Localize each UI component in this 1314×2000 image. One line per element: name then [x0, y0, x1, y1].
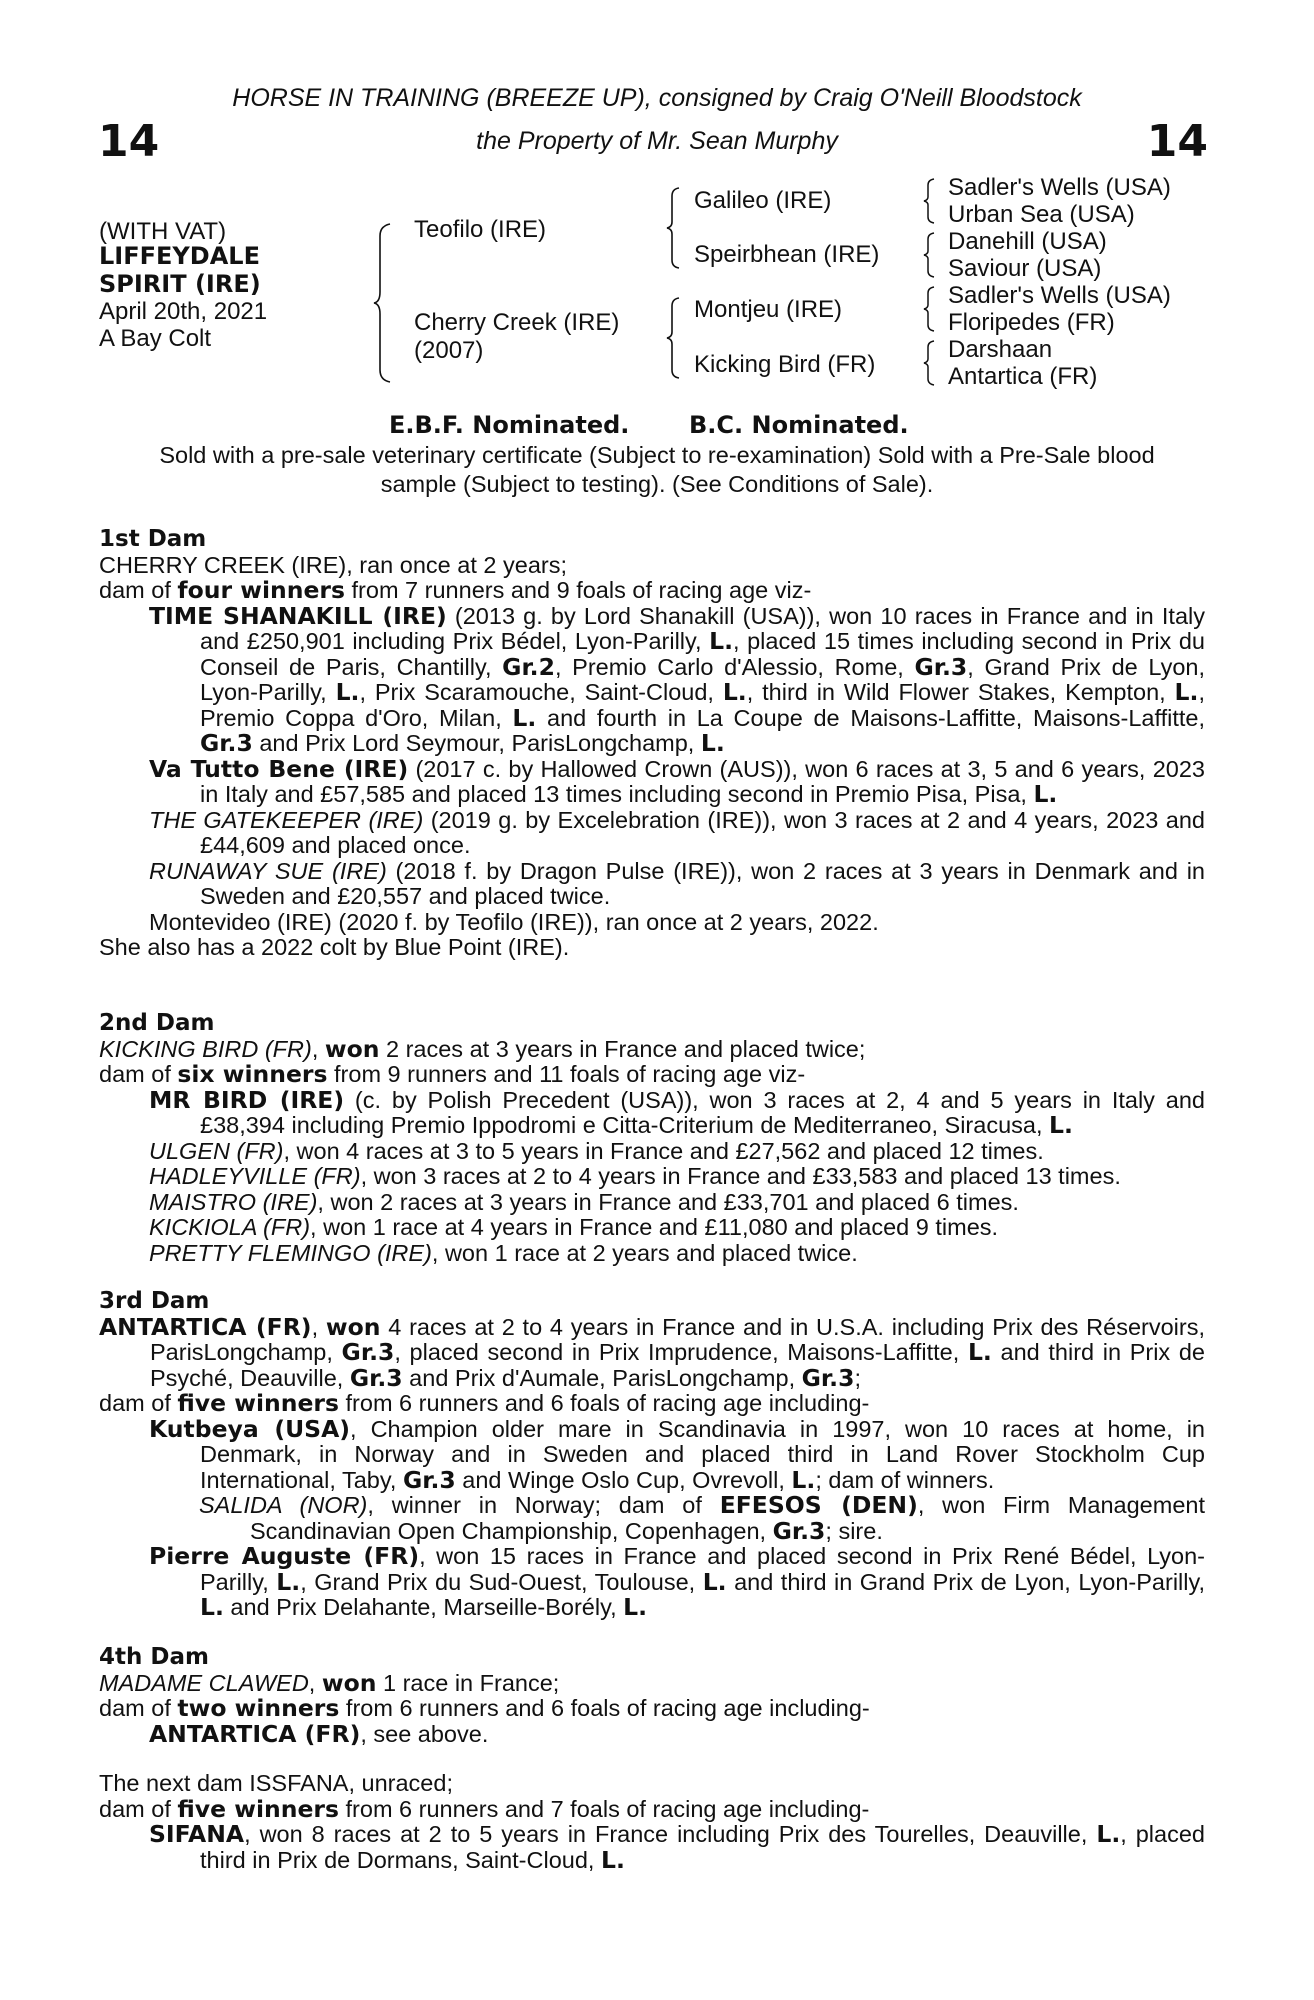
text-run: MR BIRD (IRE): [149, 1085, 345, 1114]
pedigree-gen3-7: Darshaan: [948, 336, 1053, 363]
text-run: ;: [854, 1364, 861, 1391]
pedigree-gen3-5: Sadler's Wells (USA): [948, 282, 1171, 309]
first-dam-record: CHERRY CREEK (IRE), ran once at 2 years;: [99, 551, 567, 578]
text-run: Gr.2: [502, 652, 555, 681]
text-run: Gr.3: [402, 1465, 456, 1494]
second-dam-record: [99, 1034, 1205, 1063]
text-run: 2 races at 3 years in France and placed twice;: [379, 1035, 866, 1062]
progeny-entry: [99, 1164, 1205, 1190]
ebf-nomination: E.B.F. Nominated.: [389, 411, 630, 439]
second-dam-section: [99, 1011, 1205, 1266]
text-run: and Prix Delahante, Marseille-Borély,: [223, 1594, 624, 1620]
text-run: PRETTY FLEMINGO (IRE): [149, 1239, 432, 1266]
text-run: L.: [700, 729, 725, 757]
text-run: Gr.3: [772, 1516, 826, 1545]
text-run: L.: [967, 1338, 992, 1366]
pedigree-gen3-6: Floripedes (FR): [948, 309, 1115, 336]
horse-name-line1: LIFFEYDALE: [99, 242, 260, 270]
third-dam-produce-summary: [99, 1391, 1205, 1417]
text-run: (2018 f. by Dragon Pulse (IRE)), won 2 races at 3 years in Denmark and in Sweden and £20,557 and placed twice.: [200, 857, 1205, 909]
text-run: , Grand Prix de Lyon, Lyon-Parilly,: [200, 653, 1206, 705]
text-run: , won 1 race at 2 years and placed twice.: [431, 1239, 858, 1266]
text-run: KICKING BIRD (FR): [99, 1035, 312, 1062]
text-run: dam of: [99, 1061, 178, 1087]
third-dam-record: [99, 1312, 1206, 1392]
text-run: TIME SHANAKILL (IRE): [149, 601, 447, 630]
text-run: and third in Grand Prix de Lyon, Lyon-Parilly,: [726, 1568, 1206, 1595]
text-run: , placed second in Prix Imprudence, Maisons-Laffitte,: [394, 1339, 968, 1365]
text-run: (2013 g. by Lord Shanakill (USA)), won 10 races in France and in Italy and £250,901 including Prix Bédel, Lyon-Parilly,: [200, 602, 1205, 654]
text-run: MADAME CLAWED: [99, 1669, 309, 1696]
catalogue-header-consignor: HORSE IN TRAINING (BREEZE UP), consigned by Craig O'Neill Bloodstock: [232, 84, 1082, 112]
progeny-entry: [99, 1190, 1205, 1216]
text-run: RUNAWAY SUE (IRE): [149, 857, 387, 884]
pedigree-dam-sire: Montjeu (IRE): [694, 296, 843, 323]
progeny-entry: [99, 754, 1205, 808]
progeny-entry: [99, 808, 1205, 859]
text-run: L.: [722, 678, 747, 706]
sale-note-line2: sample (Subject to testing). (See Conditions of Sale).: [380, 471, 934, 497]
text-run: and third in Prix de Psyché, Deauville,: [150, 1339, 1205, 1391]
text-run: ,: [311, 1035, 325, 1062]
text-run: L.: [512, 703, 537, 732]
text-run: won: [325, 1312, 381, 1341]
text-run: 1 race in France;: [376, 1669, 560, 1696]
text-run: 4 races at 2 to 4 years in France and in U.S.A. including Prix des Réservoirs, ParisLongchamp,: [150, 1313, 1206, 1365]
text-run: two winners: [177, 1694, 340, 1722]
pedigree-gen3-3: Danehill (USA): [948, 228, 1107, 255]
progeny-entry: Montevideo (IRE) (2020 f. by Teofilo (IRE)), ran once at 2 years, 2022.: [149, 908, 879, 935]
text-run: , see above.: [360, 1720, 489, 1747]
text-run: Gr.3: [200, 729, 253, 757]
text-run: ,: [311, 1313, 326, 1340]
pedigree-gen3-4: Saviour (USA): [948, 255, 1102, 282]
progeny-entry: [99, 1493, 1205, 1544]
text-run: L.: [623, 1593, 648, 1621]
text-run: L.: [1096, 1820, 1121, 1848]
progeny-entry: [99, 1414, 1205, 1494]
text-run: Gr.3: [801, 1363, 855, 1392]
pedigree-brace-gen3-1: [922, 177, 936, 225]
text-run: L.: [709, 627, 734, 655]
text-run: Gr.3: [349, 1363, 403, 1392]
text-run: dam of: [99, 1795, 178, 1822]
next-dam-section: [99, 1771, 1205, 1873]
progeny-entry: [99, 601, 1206, 757]
text-run: from 9 runners and 11 foals of racing age viz-: [327, 1061, 806, 1087]
text-run: L.: [276, 1567, 301, 1596]
text-run: Va Tutto Bene (IRE): [149, 754, 409, 783]
text-run: won: [324, 1034, 380, 1063]
text-run: MAISTRO (IRE): [149, 1188, 318, 1215]
second-dam-heading: 2nd Dam: [99, 1010, 215, 1036]
sale-note-line1: Sold with a pre-sale veterinary certificate (Subject to re-examination) Sold with a Pre-Sale blood: [159, 442, 1155, 468]
text-run: , won 8 races at 2 to 5 years in France including Prix des Tourelles, Deauville,: [244, 1821, 1097, 1847]
text-run: L.: [1033, 780, 1058, 808]
fourth-dam-produce-summary: [99, 1696, 1205, 1722]
pedigree-brace-gen3-2: [922, 231, 936, 279]
text-run: and Prix Lord Seymour, ParisLongchamp,: [252, 730, 701, 756]
pedigree-dam: Cherry Creek (IRE): [414, 309, 620, 336]
fourth-dam-record: [99, 1668, 1205, 1697]
pedigree-brace-dam: [665, 296, 681, 380]
pedigree-brace-gen3-4: [922, 339, 936, 387]
pedigree-gen3-1: Sadler's Wells (USA): [948, 174, 1171, 201]
text-run: ,: [308, 1669, 322, 1696]
text-run: from 6 runners and 7 foals of racing age including-: [338, 1795, 870, 1822]
vat-label: (WITH VAT): [99, 218, 227, 245]
progeny-entry: [99, 1719, 1205, 1748]
text-run: L.: [335, 678, 360, 706]
text-run: and Prix d'Aumale, ParisLongchamp,: [402, 1364, 802, 1391]
text-run: , Champion older mare in Scandinavia in 1997, won 10 races at home, in Denmark, in Norway and in Sweden and placed third in Land Rover Stockholm Cup International, Taby,: [200, 1415, 1205, 1493]
progeny-entry: [99, 1544, 1205, 1621]
text-run: Kutbeya (USA): [149, 1414, 351, 1443]
horse-name-line2: SPIRIT (IRE): [99, 270, 261, 298]
text-run: , Prix Scaramouche, Saint-Cloud,: [359, 679, 723, 705]
text-run: (2019 g. by Excelebration (IRE)), won 3 races at 2 and 4 years, 2023 and £44,609 and placed once.: [200, 806, 1205, 858]
text-run: THE GATEKEEPER (IRE): [149, 806, 424, 833]
first-dam-section: [99, 527, 1205, 961]
text-run: SALIDA (NOR): [199, 1492, 368, 1518]
pedigree-brace-sire: [665, 186, 681, 270]
text-run: , Premio Coppa d'Oro, Milan,: [200, 679, 1205, 731]
text-run: , won 2 races at 3 years in France and £33,701 and placed 6 times.: [317, 1188, 1019, 1215]
text-run: from 6 runners and 6 foals of racing age including-: [339, 1695, 870, 1721]
text-run: ANTARTICA (FR): [99, 1312, 312, 1341]
text-run: ; dam of winners.: [815, 1466, 995, 1493]
pedigree-brace-gen3-3: [922, 285, 936, 333]
pedigree-brace: [372, 222, 392, 384]
text-run: L.: [600, 1845, 625, 1874]
text-run: , won 3 races at 2 to 4 years in France and £33,583 and placed 13 times.: [360, 1163, 1121, 1189]
text-run: and Winge Oslo Cup, Ovrevoll,: [455, 1466, 792, 1493]
text-run: , third in Wild Flower Stakes, Kempton,: [746, 679, 1175, 705]
pedigree-gen3-2: Urban Sea (USA): [948, 201, 1135, 228]
text-run: , won 4 races at 3 to 5 years in France and £27,562 and placed 12 times.: [283, 1137, 1044, 1164]
lot-number-right: 14: [1146, 116, 1208, 167]
pedigree-sire-dam: Speirbhean (IRE): [694, 241, 880, 268]
bc-nomination: B.C. Nominated.: [689, 411, 909, 439]
text-run: dam of: [99, 1390, 178, 1416]
lot-number-left: 14: [98, 116, 160, 167]
progeny-entry: [99, 1139, 1205, 1165]
next-dam-record: The next dam ISSFANA, unraced;: [99, 1770, 453, 1796]
progeny-entry: [99, 1822, 1205, 1873]
third-dam-heading: 3rd Dam: [99, 1288, 210, 1314]
text-run: L.: [200, 1593, 224, 1621]
text-run: , winner in Norway; dam of: [367, 1492, 720, 1518]
additional-produce-note: She also has a 2022 colt by Blue Point (IRE).: [99, 934, 570, 960]
text-run: from 6 runners and 6 foals of racing age including-: [338, 1390, 870, 1416]
text-run: , Premio Carlo d'Alessio, Rome,: [554, 653, 915, 680]
pedigree-sire: Teofilo (IRE): [414, 216, 547, 243]
progeny-entry: [99, 1241, 1205, 1267]
text-run: L.: [702, 1567, 727, 1596]
fourth-dam-section: [99, 1645, 1205, 1747]
text-run: won: [321, 1668, 377, 1697]
text-run: (c. by Polish Precedent (USA)), won 3 races at 2, 4 and 5 years in Italy and £38,394 including Premio Ippodromi e Citta-Criterium de Mediterraneo, Siracusa,: [200, 1086, 1205, 1138]
fourth-dam-heading: 4th Dam: [99, 1644, 209, 1670]
progeny-entry: [99, 1085, 1205, 1139]
second-dam-produce-summary: [99, 1062, 1205, 1088]
text-run: five winners: [177, 1389, 339, 1417]
text-run: HADLEYVILLE (FR): [149, 1163, 361, 1189]
text-run: ANTARTICA (FR): [149, 1719, 361, 1748]
progeny-entry: [99, 1215, 1205, 1241]
pedigree-sire-sire: Galileo (IRE): [694, 187, 832, 214]
first-dam-heading: 1st Dam: [99, 526, 207, 552]
text-run: Gr.3: [914, 652, 968, 681]
text-run: Gr.3: [341, 1338, 395, 1366]
text-run: KICKIOLA (FR): [149, 1214, 311, 1240]
text-run: dam of: [99, 1695, 178, 1721]
pedigree-dam-year: (2007): [414, 337, 484, 364]
text-run: , won Firm Management Scandinavian Open Championship, Copenhagen,: [250, 1492, 1205, 1544]
text-run: ; sire.: [825, 1517, 883, 1544]
text-run: Pierre Auguste (FR): [149, 1542, 420, 1570]
text-run: ULGEN (FR): [149, 1137, 284, 1164]
text-run: EFESOS (DEN): [719, 1491, 918, 1519]
text-run: (2017 c. by Hallowed Crown (AUS)), won 6 races at 3, 5 and 6 years, 2023 in Italy and £57,585 and placed 13 times including second in Premio Pisa, Pisa,: [200, 755, 1205, 807]
horse-birthdate: April 20th, 2021: [99, 298, 268, 325]
text-run: , won 15 races in France and placed second in Prix René Bédel, Lyon-Parilly,: [200, 1543, 1205, 1595]
text-run: L.: [1174, 678, 1199, 706]
text-run: , Grand Prix du Sud-Ouest, Toulouse,: [300, 1568, 703, 1595]
catalogue-header-owner: the Property of Mr. Sean Murphy: [476, 127, 838, 155]
text-run: , placed 15 times including second in Prix du Conseil de Paris, Chantilly,: [200, 628, 1205, 680]
first-dam-produce-summary: dam of four winners from 7 runners and 9 foals of racing age viz-: [99, 576, 812, 604]
third-dam-section: [99, 1289, 1205, 1621]
text-run: , placed third in Prix de Dormans, Saint-Cloud,: [200, 1821, 1205, 1873]
text-run: and fourth in La Coupe de Maisons-Laffitte, Maisons-Laffitte,: [536, 704, 1205, 731]
text-run: five winners: [177, 1794, 339, 1823]
text-run: L.: [791, 1465, 816, 1494]
text-run: , won 1 race at 4 years in France and £11,080 and placed 9 times.: [310, 1214, 999, 1240]
text-run: SIFANA: [149, 1820, 245, 1848]
next-dam-produce-summary: [99, 1794, 1205, 1823]
horse-description: A Bay Colt: [99, 325, 212, 352]
pedigree-dam-dam: Kicking Bird (FR): [694, 351, 876, 378]
text-run: L.: [1049, 1111, 1073, 1139]
progeny-entry: [99, 859, 1205, 910]
pedigree-gen3-8: Antartica (FR): [948, 363, 1098, 390]
text-run: six winners: [177, 1060, 328, 1088]
